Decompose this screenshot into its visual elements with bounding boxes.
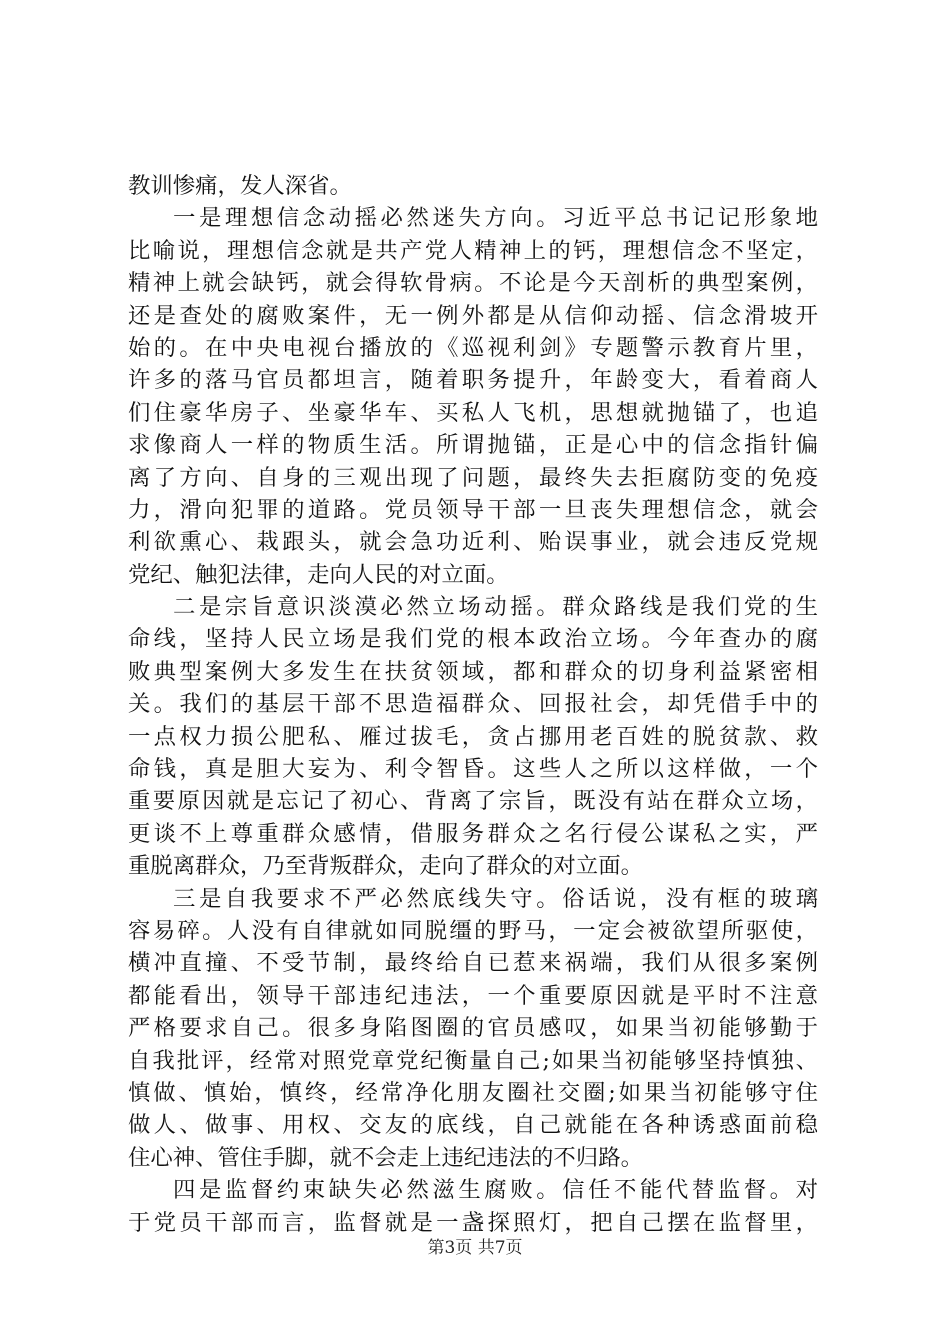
text-line: 教训惨痛，发人深省。 — [128, 173, 352, 199]
text-line: 严格要求自己。很多身陷图圈的官员感叹，如果当初能够勤于 — [128, 1015, 818, 1042]
text-line: 比喻说，理想信念就是共产党人精神上的钙，理想信念不坚定， — [128, 237, 818, 264]
text-line: 们住豪华房子、坐豪华车、买私人飞机，思想就抛锚了，也追 — [128, 399, 818, 426]
text-line: 重脱离群众，乃至背叛群众，走向了群众的对立面。 — [128, 853, 643, 880]
body-text — [128, 170, 818, 1239]
text-line: 做人、做事、用权、交友的底线，自己就能在各种诱惑面前稳 — [128, 1112, 818, 1139]
paragraph-1-start: 一是理想信念动摇必然迷失方向。习近平总书记记形象地 — [173, 205, 818, 232]
text-line: 命钱，真是胆大妄为、利令智昏。这些人之所以这样做，一个 — [128, 756, 818, 783]
text-line: 于党员干部而言，监督就是一盏探照灯，把自己摆在监督里， — [128, 1209, 818, 1236]
text-line: 还是查处的腐败案件，无一例外都是从信仰动摇、信念滑坡开 — [128, 302, 818, 329]
text-line: 求像商人一样的物质生活。所谓抛锚，正是心中的信念指针偏 — [128, 432, 818, 459]
text-line: 关。我们的基层干部不思造福群众、回报社会，却凭借手中的 — [128, 691, 818, 718]
text-line: 都能看出，领导干部违纪违法，一个重要原因就是平时不注意 — [128, 982, 818, 1009]
text-line: 横冲直撞、不受节制，最终给自已惹来祸端，我们从很多案例 — [128, 950, 818, 977]
text-line: 利欲熏心、栽跟头，就会急功近利、贻误事业，就会违反党规 — [128, 529, 818, 556]
text-line: 精神上就会缺钙，就会得软骨病。不论是今天剖析的典型案例， — [128, 270, 818, 297]
text-line: 一点权力损公肥私、雁过拔毛，贪占挪用老百姓的脱贫款、救 — [128, 723, 818, 750]
text-line: 许多的落马官员都坦言，随着职务提升，年龄变大，看着商人 — [128, 367, 818, 394]
text-line: 命线，坚持人民立场是我们党的根本政治立场。今年查办的腐 — [128, 626, 818, 653]
text-line: 慎做、慎始，慎终，经常净化朋友圈社交圈;如果当初能够守住 — [128, 1079, 818, 1106]
paragraph-2-start: 二是宗旨意识淡漠必然立场动摇。群众路线是我们党的生 — [173, 594, 818, 621]
text-line: 力，滑向犯罪的道路。党员领导干部一旦丧失理想信念，就会 — [128, 496, 818, 523]
text-line: 住心神、管住手脚，就不会走上违纪违法的不归路。 — [128, 1144, 643, 1171]
text-line: 离了方向、自身的三观出现了问题，最终失去拒腐防变的免疫 — [128, 464, 818, 491]
text-line: 始的。在中央电视台播放的《巡视利剑》专题警示教育片里， — [128, 334, 818, 361]
text-line: 容易碎。人没有自律就如同脱缰的野马，一定会被欲望所驱使， — [128, 917, 818, 944]
text-line: 更谈不上尊重群众感情，借服务群众之名行侵公谋私之实，严 — [128, 820, 818, 847]
text-line: 党纪、触犯法律，走向人民的对立面。 — [128, 561, 509, 588]
text-line: 自我批评，经常对照党章党纪衡量自己;如果当初能够坚持慎独、 — [128, 1047, 818, 1074]
text-line: 败典型案例大多发生在扶贫领域，都和群众的切身利益紧密相 — [128, 658, 818, 685]
page-number-footer: 第3页 共7页 — [427, 1238, 523, 1258]
paragraph-4-start: 四是监督约束缺失必然滋生腐败。信任不能代替监督。对 — [173, 1177, 818, 1204]
text-line: 重要原因就是忘记了初心、背离了宗旨，既没有站在群众立场， — [128, 788, 818, 815]
paragraph-3-start: 三是自我要求不严必然底线失守。俗话说，没有框的玻璃 — [173, 885, 818, 912]
